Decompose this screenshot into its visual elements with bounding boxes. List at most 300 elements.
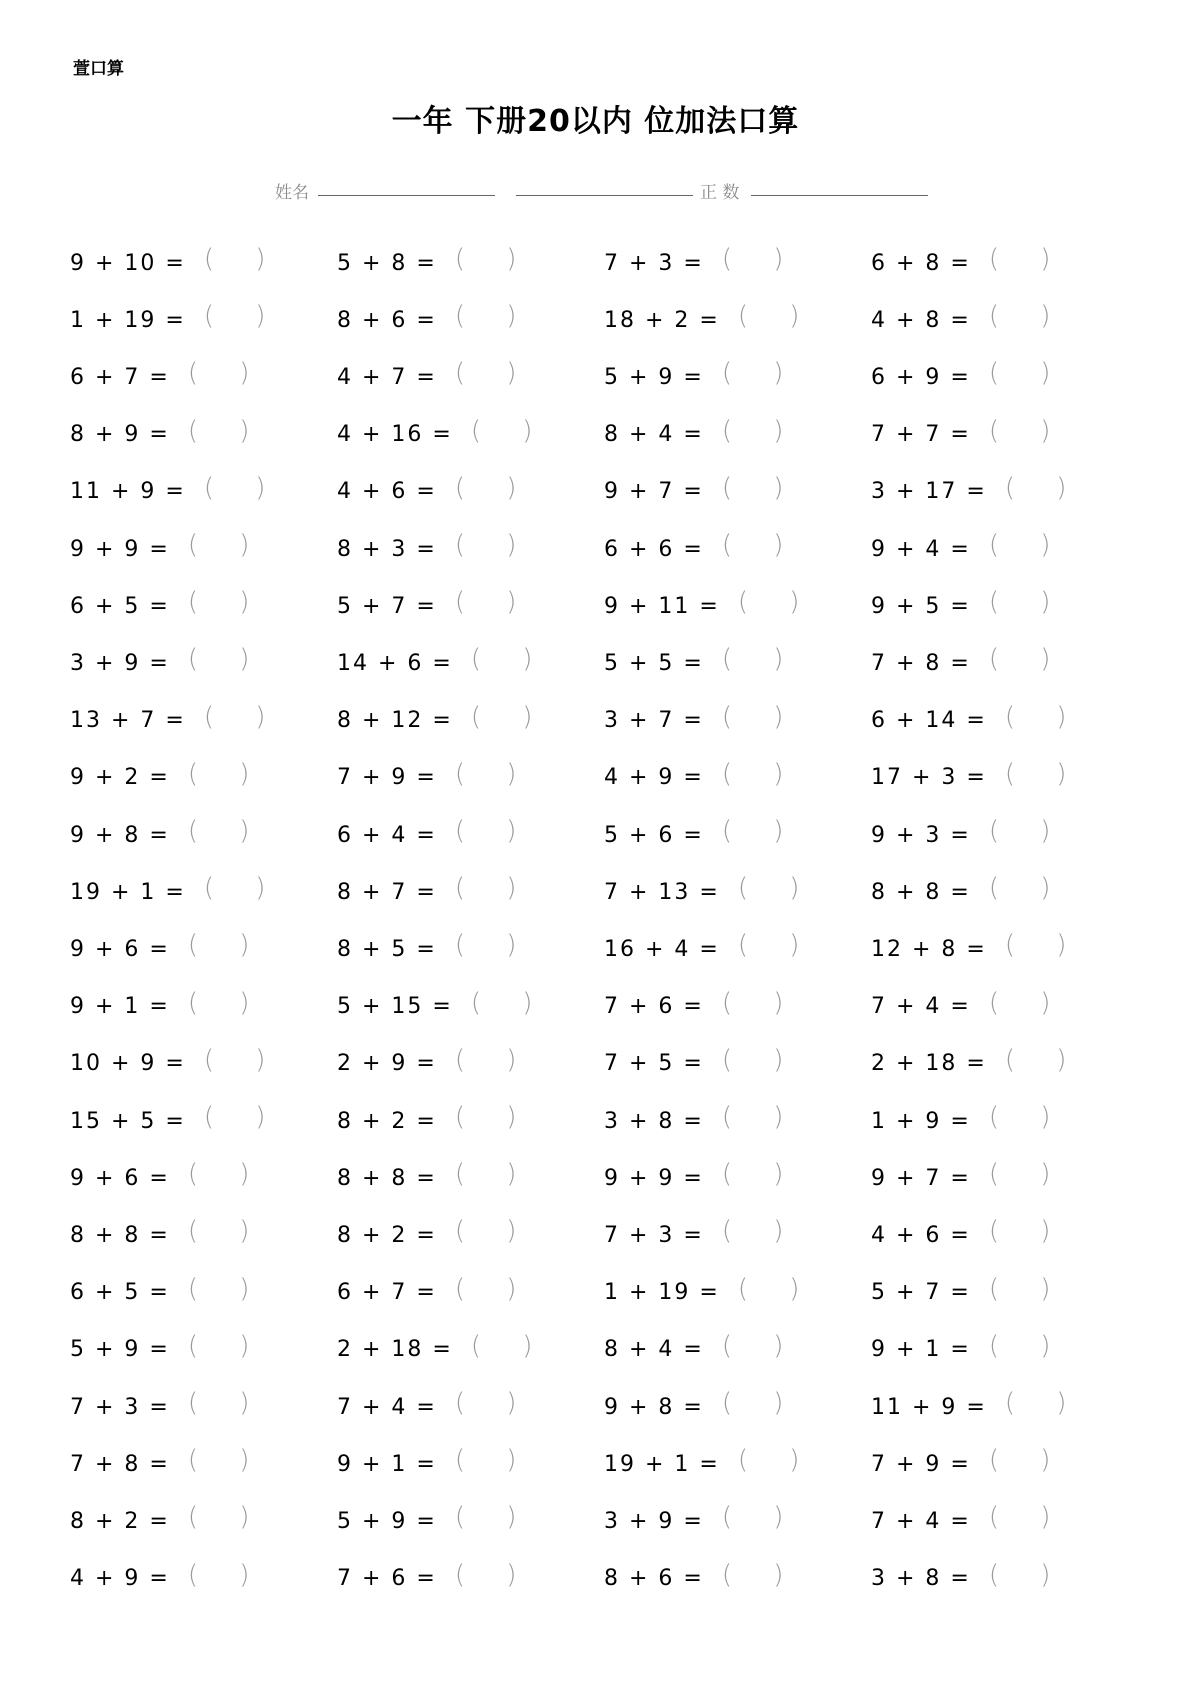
problem-expression: 3 + 9 = (604, 1508, 704, 1534)
answer-blank[interactable]: ( ) (721, 415, 784, 446)
problem-item (337, 1554, 516, 1604)
problem-item (604, 1325, 783, 1375)
problem-item (70, 810, 249, 860)
problem-expression: 8 + 5 = (337, 936, 437, 962)
answer-blank[interactable]: ( ) (988, 1445, 1051, 1476)
problem-expression: 7 + 9 = (871, 1451, 971, 1477)
problem-item (871, 352, 1050, 402)
answer-blank[interactable]: ( ) (454, 758, 517, 789)
problem-expression: 7 + 3 = (604, 1222, 704, 1248)
answer-blank[interactable]: ( ) (1004, 472, 1067, 503)
problem-item (871, 1096, 1050, 1146)
problem-item (604, 352, 783, 402)
problem-expression: 8 + 2 = (337, 1108, 437, 1134)
problem-item (604, 638, 783, 688)
problem-row (0, 1554, 1191, 1604)
problem-expression: 5 + 5 = (604, 650, 704, 676)
problem-item (337, 1382, 516, 1432)
problem-expression: 8 + 7 = (337, 879, 437, 905)
answer-blank[interactable]: ( ) (721, 987, 784, 1018)
problem-item (871, 410, 1050, 460)
problem-item (604, 1268, 799, 1318)
answer-blank[interactable]: ( ) (721, 244, 784, 274)
problem-expression: 18 + 2 = (604, 307, 720, 333)
answer-blank[interactable]: ( ) (203, 1044, 266, 1075)
answer-blank[interactable]: ( ) (187, 1330, 250, 1361)
problem-row (0, 1153, 1191, 1203)
problem-expression: 8 + 3 = (337, 536, 437, 562)
answer-blank[interactable]: ( ) (454, 1273, 517, 1304)
answer-blank[interactable]: ( ) (737, 1445, 800, 1476)
problem-item (604, 1382, 783, 1432)
problem-expression: 6 + 8 = (871, 250, 971, 276)
answer-blank[interactable]: ( ) (737, 930, 800, 961)
problem-expression: 7 + 8 = (70, 1451, 170, 1477)
problem-item (70, 1382, 249, 1432)
problem-item (604, 467, 783, 517)
answer-blank[interactable]: ( ) (721, 472, 784, 503)
problem-item (337, 1496, 516, 1546)
problem-expression: 9 + 6 = (70, 1165, 170, 1191)
problem-expression: 7 + 3 = (70, 1394, 170, 1420)
problem-expression: 8 + 8 = (337, 1165, 437, 1191)
problem-item (337, 581, 516, 631)
answer-blank[interactable]: ( ) (988, 1159, 1051, 1190)
problem-item (871, 1210, 1050, 1260)
problem-item (70, 1210, 249, 1260)
problem-item (871, 638, 1050, 688)
problem-item (604, 581, 799, 631)
problem-item (337, 295, 516, 345)
answer-blank[interactable]: ( ) (988, 1216, 1051, 1247)
answer-blank[interactable]: ( ) (187, 1502, 250, 1533)
problem-item (871, 867, 1050, 917)
problem-expression: 2 + 18 = (871, 1051, 987, 1077)
answer-blank[interactable]: ( ) (187, 1159, 250, 1190)
problem-expression: 4 + 9 = (604, 765, 704, 791)
problem-item (337, 867, 516, 917)
problem-item (70, 1096, 265, 1146)
problem-expression: 7 + 3 = (604, 250, 704, 276)
answer-blank[interactable]: ( ) (988, 530, 1051, 560)
problem-expression: 6 + 9 = (871, 364, 971, 390)
problem-item (871, 1039, 1066, 1089)
answer-blank[interactable]: ( ) (721, 644, 784, 675)
problem-item (337, 238, 516, 288)
answer-blank[interactable]: ( ) (1004, 1388, 1067, 1418)
answer-blank[interactable]: ( ) (454, 1044, 517, 1075)
problem-item (337, 1153, 516, 1203)
problem-expression: 3 + 8 = (604, 1108, 704, 1134)
problem-row (0, 924, 1191, 974)
answer-blank[interactable]: ( ) (187, 1559, 250, 1590)
blank-field-line[interactable] (516, 195, 693, 196)
worksheet-header-label: 萱口算 (73, 59, 124, 79)
problem-row (0, 867, 1191, 917)
problem-expression: 9 + 1 = (337, 1451, 437, 1477)
answer-blank[interactable]: ( ) (721, 1159, 784, 1190)
problem-expression: 9 + 6 = (70, 936, 170, 962)
problem-item (337, 352, 516, 402)
answer-blank[interactable]: ( ) (470, 701, 533, 732)
problem-expression: 8 + 4 = (604, 1337, 704, 1363)
problem-expression: 8 + 2 = (337, 1222, 437, 1248)
problem-expression: 3 + 8 = (871, 1566, 971, 1592)
problem-item (604, 810, 783, 860)
problem-row (0, 1268, 1191, 1318)
problem-expression: 8 + 8 = (70, 1222, 170, 1248)
problem-item (871, 1268, 1050, 1318)
problem-expression: 11 + 9 = (70, 479, 186, 505)
problem-expression: 4 + 8 = (871, 307, 971, 333)
problem-expression: 7 + 5 = (604, 1051, 704, 1077)
problem-item (337, 753, 516, 803)
problem-expression: 8 + 12 = (337, 708, 453, 734)
answer-blank[interactable]: ( ) (721, 358, 784, 389)
answer-blank[interactable]: ( ) (721, 1330, 784, 1361)
answer-blank[interactable]: ( ) (187, 358, 250, 389)
problem-expression: 6 + 5 = (70, 1280, 170, 1306)
problem-row (0, 810, 1191, 860)
name-field-line[interactable] (318, 195, 495, 196)
problem-expression: 9 + 7 = (604, 479, 704, 505)
problem-expression: 4 + 16 = (337, 422, 453, 448)
problem-item (70, 696, 265, 746)
problem-item (604, 867, 799, 917)
problem-item (871, 1439, 1050, 1489)
problem-expression: 9 + 1 = (871, 1337, 971, 1363)
answer-blank[interactable]: ( ) (988, 816, 1051, 846)
answer-blank[interactable]: ( ) (187, 587, 250, 618)
problem-expression: 5 + 9 = (604, 364, 704, 390)
problem-row (0, 638, 1191, 688)
answer-blank[interactable]: ( ) (721, 1502, 784, 1533)
answer-blank[interactable]: ( ) (203, 244, 266, 274)
answer-blank[interactable]: ( ) (988, 987, 1051, 1018)
problem-expression: 9 + 9 = (604, 1165, 704, 1191)
problem-expression: 3 + 9 = (70, 650, 170, 676)
problem-expression: 2 + 9 = (337, 1051, 437, 1077)
problem-row (0, 295, 1191, 345)
problem-expression: 15 + 5 = (70, 1108, 186, 1134)
problem-row (0, 467, 1191, 517)
answer-blank[interactable]: ( ) (988, 1273, 1051, 1304)
answer-blank[interactable]: ( ) (454, 472, 517, 503)
problem-item (604, 238, 783, 288)
problem-expression: 3 + 17 = (871, 479, 987, 505)
answer-blank[interactable]: ( ) (988, 873, 1051, 904)
problem-item (70, 352, 249, 402)
problem-item (70, 1439, 249, 1489)
problem-expression: 1 + 19 = (604, 1280, 720, 1306)
problem-item (70, 638, 249, 688)
problem-expression: 5 + 9 = (70, 1337, 170, 1363)
problem-expression: 5 + 15 = (337, 994, 453, 1020)
problem-item (871, 467, 1066, 517)
problem-item (604, 753, 783, 803)
answer-blank[interactable]: ( ) (454, 1502, 517, 1533)
answer-blank[interactable]: ( ) (187, 1273, 250, 1304)
problem-item (337, 982, 532, 1032)
problem-expression: 8 + 6 = (604, 1566, 704, 1592)
answer-blank[interactable]: ( ) (454, 1216, 517, 1247)
problem-expression: 10 + 9 = (70, 1051, 186, 1077)
problem-expression: 12 + 8 = (871, 936, 987, 962)
score-label: 正 数 (700, 183, 740, 203)
problem-row (0, 1496, 1191, 1546)
problem-row (0, 1325, 1191, 1375)
problem-expression: 9 + 9 = (70, 536, 170, 562)
problem-expression: 11 + 9 = (871, 1394, 987, 1420)
problem-item (337, 467, 516, 517)
problem-row (0, 1382, 1191, 1432)
problem-item (871, 1153, 1050, 1203)
answer-blank[interactable]: ( ) (988, 644, 1051, 675)
problem-item (70, 1268, 249, 1318)
problem-row (0, 524, 1191, 574)
answer-blank[interactable]: ( ) (737, 873, 800, 904)
problem-item (604, 1153, 783, 1203)
answer-blank[interactable]: ( ) (721, 1559, 784, 1590)
answer-blank[interactable]: ( ) (988, 1330, 1051, 1361)
problem-row (0, 753, 1191, 803)
problem-expression: 5 + 8 = (337, 250, 437, 276)
problem-expression: 5 + 7 = (337, 593, 437, 619)
problem-row (0, 696, 1191, 746)
answer-blank[interactable]: ( ) (187, 1445, 250, 1476)
problem-item (604, 696, 783, 746)
problem-row (0, 1210, 1191, 1260)
problem-item (337, 638, 532, 688)
answer-blank[interactable]: ( ) (737, 1273, 800, 1304)
answer-blank[interactable]: ( ) (454, 358, 517, 389)
problem-item (337, 696, 532, 746)
problem-row (0, 1039, 1191, 1089)
problem-expression: 8 + 8 = (871, 879, 971, 905)
answer-blank[interactable]: ( ) (470, 987, 533, 1018)
answer-blank[interactable]: ( ) (203, 873, 266, 904)
answer-blank[interactable]: ( ) (988, 415, 1051, 446)
problem-expression: 8 + 9 = (70, 422, 170, 448)
problem-item (70, 924, 249, 974)
problem-item (70, 982, 249, 1032)
answer-blank[interactable]: ( ) (988, 1502, 1051, 1533)
problem-item (604, 295, 799, 345)
answer-blank[interactable]: ( ) (454, 587, 517, 618)
problem-item (604, 1439, 799, 1489)
answer-blank[interactable]: ( ) (721, 530, 784, 560)
problem-expression: 6 + 6 = (604, 536, 704, 562)
problem-item (604, 1554, 783, 1604)
problem-row (0, 410, 1191, 460)
problem-item (871, 295, 1050, 345)
answer-blank[interactable]: ( ) (454, 530, 517, 560)
problem-item (70, 524, 249, 574)
answer-blank[interactable]: ( ) (187, 758, 250, 789)
answer-blank[interactable]: ( ) (454, 873, 517, 904)
problem-row (0, 238, 1191, 288)
problem-item (337, 924, 516, 974)
problem-item (604, 1210, 783, 1260)
answer-blank[interactable]: ( ) (187, 530, 250, 560)
student-info-row (0, 176, 1191, 206)
problem-expression: 6 + 4 = (337, 822, 437, 848)
problem-item (70, 295, 265, 345)
answer-blank[interactable]: ( ) (187, 1216, 250, 1247)
problem-item (871, 1496, 1050, 1546)
answer-blank[interactable]: ( ) (454, 816, 517, 846)
answer-blank[interactable]: ( ) (203, 301, 266, 332)
problem-expression: 9 + 1 = (70, 994, 170, 1020)
problem-row (0, 1439, 1191, 1489)
problem-item (70, 867, 265, 917)
answer-blank[interactable]: ( ) (187, 1388, 250, 1418)
answer-blank[interactable]: ( ) (1004, 1044, 1067, 1075)
answer-blank[interactable]: ( ) (721, 1102, 784, 1132)
answer-blank[interactable]: ( ) (203, 701, 266, 732)
problem-expression: 7 + 9 = (337, 765, 437, 791)
answer-blank[interactable]: ( ) (454, 930, 517, 961)
problem-item (337, 1439, 516, 1489)
worksheet-title: 一年 下册20以内 位加法口算 (391, 104, 800, 139)
problem-expression: 9 + 5 = (871, 593, 971, 619)
answer-blank[interactable]: ( ) (988, 1102, 1051, 1132)
problem-expression: 9 + 4 = (871, 536, 971, 562)
problem-item (604, 924, 799, 974)
problem-item (604, 982, 783, 1032)
problem-item (337, 410, 532, 460)
problem-item (337, 810, 516, 860)
problem-expression: 9 + 8 = (604, 1394, 704, 1420)
answer-blank[interactable]: ( ) (470, 415, 533, 446)
problem-expression: 14 + 6 = (337, 650, 453, 676)
name-label: 姓名 (275, 183, 309, 203)
problem-item (70, 1039, 265, 1089)
problem-item (337, 1096, 516, 1146)
answer-blank[interactable]: ( ) (721, 1216, 784, 1247)
problem-expression: 6 + 7 = (70, 364, 170, 390)
problem-expression: 1 + 9 = (871, 1108, 971, 1134)
answer-blank[interactable]: ( ) (454, 1102, 517, 1132)
answer-blank[interactable]: ( ) (1004, 930, 1067, 961)
answer-blank[interactable]: ( ) (454, 244, 517, 274)
problem-item (604, 524, 783, 574)
problem-expression: 5 + 6 = (604, 822, 704, 848)
problem-expression: 5 + 7 = (871, 1280, 971, 1306)
answer-blank[interactable]: ( ) (187, 644, 250, 675)
answer-blank[interactable]: ( ) (737, 587, 800, 618)
problem-expression: 7 + 13 = (604, 879, 720, 905)
problem-item (70, 1325, 249, 1375)
problem-expression: 6 + 7 = (337, 1280, 437, 1306)
problem-expression: 7 + 7 = (871, 422, 971, 448)
problem-expression: 7 + 4 = (871, 994, 971, 1020)
answer-blank[interactable]: ( ) (454, 1388, 517, 1418)
problem-item (70, 1554, 249, 1604)
problem-item (70, 581, 249, 631)
problem-expression: 19 + 1 = (70, 879, 186, 905)
problem-expression: 4 + 9 = (70, 1566, 170, 1592)
problem-item (871, 524, 1050, 574)
problem-expression: 6 + 5 = (70, 593, 170, 619)
answer-blank[interactable]: ( ) (721, 758, 784, 789)
problem-row (0, 1096, 1191, 1146)
answer-blank[interactable]: ( ) (454, 1559, 517, 1590)
problem-row (0, 982, 1191, 1032)
answer-blank[interactable]: ( ) (1004, 758, 1067, 789)
problem-expression: 16 + 4 = (604, 936, 720, 962)
answer-blank[interactable]: ( ) (454, 1159, 517, 1190)
problem-expression: 7 + 4 = (871, 1508, 971, 1534)
problem-expression: 9 + 11 = (604, 593, 720, 619)
problem-item (871, 810, 1050, 860)
problem-item (337, 1325, 532, 1375)
answer-blank[interactable]: ( ) (203, 1102, 266, 1132)
answer-blank[interactable]: ( ) (721, 1044, 784, 1075)
problem-item (337, 1039, 516, 1089)
answer-blank[interactable]: ( ) (187, 816, 250, 846)
answer-blank[interactable]: ( ) (988, 587, 1051, 618)
score-field-line[interactable] (751, 195, 928, 196)
problem-expression: 1 + 19 = (70, 307, 186, 333)
answer-blank[interactable]: ( ) (737, 301, 800, 332)
problem-item (871, 924, 1066, 974)
answer-blank[interactable]: ( ) (988, 301, 1051, 332)
problem-item (337, 524, 516, 574)
problem-item (871, 1325, 1050, 1375)
answer-blank[interactable]: ( ) (721, 816, 784, 846)
answer-blank[interactable]: ( ) (203, 472, 266, 503)
problem-expression: 3 + 7 = (604, 708, 704, 734)
problem-item (70, 410, 249, 460)
problem-item (70, 1153, 249, 1203)
problem-item (604, 1039, 783, 1089)
problem-item (871, 696, 1066, 746)
answer-blank[interactable]: ( ) (988, 1559, 1051, 1590)
problem-expression: 9 + 8 = (70, 822, 170, 848)
problem-expression: 7 + 4 = (337, 1394, 437, 1420)
answer-blank[interactable]: ( ) (721, 701, 784, 732)
answer-blank[interactable]: ( ) (454, 301, 517, 332)
problem-item (871, 753, 1066, 803)
answer-blank[interactable]: ( ) (988, 244, 1051, 274)
answer-blank[interactable]: ( ) (187, 415, 250, 446)
answer-blank[interactable]: ( ) (454, 1445, 517, 1476)
answer-blank[interactable]: ( ) (1004, 701, 1067, 732)
problem-item (70, 238, 265, 288)
problem-expression: 19 + 1 = (604, 1451, 720, 1477)
answer-blank[interactable]: ( ) (721, 1388, 784, 1418)
problem-expression: 7 + 8 = (871, 650, 971, 676)
problem-item (70, 467, 265, 517)
answer-blank[interactable]: ( ) (470, 644, 533, 675)
answer-blank[interactable]: ( ) (988, 358, 1051, 389)
answer-blank[interactable]: ( ) (187, 930, 250, 961)
answer-blank[interactable]: ( ) (470, 1330, 533, 1361)
problem-expression: 17 + 3 = (871, 765, 987, 791)
problem-item (871, 238, 1050, 288)
problem-item (604, 1496, 783, 1546)
problem-expression: 4 + 7 = (337, 364, 437, 390)
problem-item (70, 753, 249, 803)
problem-item (604, 1096, 783, 1146)
problem-item (871, 982, 1050, 1032)
problem-expression: 5 + 9 = (337, 1508, 437, 1534)
problem-expression: 9 + 3 = (871, 822, 971, 848)
answer-blank[interactable]: ( ) (187, 987, 250, 1018)
problem-item (70, 1496, 249, 1546)
problem-expression: 9 + 7 = (871, 1165, 971, 1191)
